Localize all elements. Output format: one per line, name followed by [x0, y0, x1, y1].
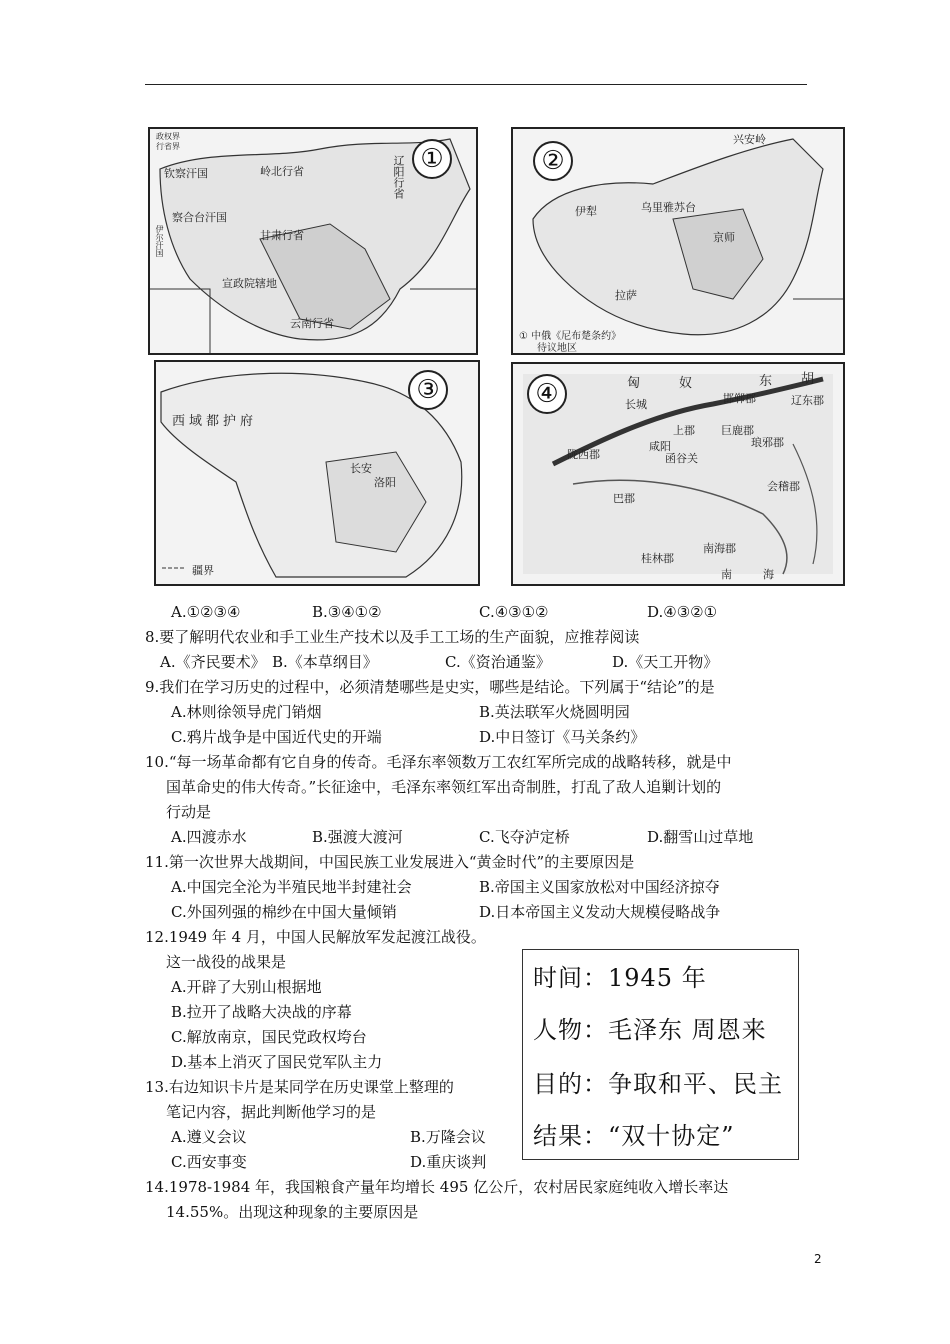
- card-people: 人物：毛泽东 周恩来: [533, 1016, 767, 1044]
- q13-stem-1: 13.右边知识卡片是某同学在历史课堂上整理的: [145, 1078, 454, 1096]
- q11-stem: 11.第一次世界大战期间，中国民族工业发展进入“黄金时代”的主要原因是: [145, 853, 635, 871]
- q8-option-c: C.《资治通鉴》: [445, 653, 551, 671]
- q9-stem: 9.我们在学习历史的过程中，必须清楚哪些是史实，哪些是结论。下列属于“结论”的是: [145, 678, 715, 696]
- q11-option-b: B.帝国主义国家放松对中国经济掠夺: [479, 878, 720, 896]
- q9-option-a: A.林则徐领导虎门销烟: [171, 703, 322, 721]
- q12-option-b: B.拉开了战略大决战的序幕: [171, 1003, 352, 1021]
- map-2-label: 兴安岭: [733, 133, 766, 146]
- q7-option-a: A.①②③④: [171, 603, 241, 621]
- map-4-label: 胡: [801, 372, 815, 387]
- q9-option-b: B.英法联军火烧圆明园: [479, 703, 630, 721]
- map-1-label: 岭北行省: [260, 165, 304, 178]
- map-4: [511, 362, 845, 586]
- map-1: [148, 127, 478, 355]
- map-4-label: 咸阳: [649, 440, 671, 453]
- q8-option-d: D.《天工开物》: [612, 653, 719, 671]
- card-purpose: 目的：争取和平、民主: [533, 1070, 783, 1098]
- q10-stem-3: 行动是: [166, 803, 212, 821]
- map-2-label: 待议地区: [537, 343, 577, 354]
- map-1-label: 辽阳行省: [392, 155, 405, 199]
- map-4-label: 南海郡: [703, 542, 736, 555]
- map-1-label: 钦察汗国: [164, 167, 208, 180]
- map-1-number: ①: [412, 139, 452, 179]
- map-1-label: 甘肃行省: [260, 229, 304, 242]
- map-2: [511, 127, 845, 355]
- q11-option-d: D.日本帝国主义发动大规模侵略战争: [479, 903, 721, 921]
- card-result: 结果：“双十协定”: [533, 1122, 735, 1150]
- header-rule: [145, 84, 807, 85]
- map-4-label: 南: [721, 568, 732, 581]
- map-4-label: 长城: [625, 398, 647, 411]
- q8-stem: 8.要了解明代农业和手工业生产技术以及手工工场的生产面貌，应推荐阅读: [145, 628, 640, 646]
- q12-stem-2: 这一战役的战果是: [166, 953, 287, 971]
- map-4-label: 巴郡: [613, 492, 635, 505]
- map-4-label: 邯郸郡: [723, 392, 756, 405]
- map-1-label: 察合台汗国: [172, 211, 227, 224]
- map-4-label: 陇西郡: [567, 448, 600, 461]
- q10-option-a: A.四渡赤水: [171, 828, 247, 846]
- q7-option-d: D.④③②①: [647, 603, 718, 621]
- q9-option-c: C.鸦片战争是中国近代史的开端: [171, 728, 382, 746]
- map-4-label: 匈: [627, 376, 641, 391]
- map-3-label: 长安: [350, 462, 372, 475]
- q10-option-d: D.翻雪山过草地: [647, 828, 754, 846]
- map-1-label: 伊尔汗国: [155, 225, 164, 257]
- map-2-number: ②: [533, 141, 573, 181]
- map-3-label: 西域都护府: [172, 414, 258, 429]
- map-1-label: 政权界: [156, 132, 180, 141]
- map-4-label: 海: [763, 568, 774, 581]
- map-2-label: 拉萨: [615, 289, 637, 302]
- map-1-label: 云南行省: [290, 317, 334, 330]
- map-2-label: 伊犁: [575, 205, 597, 218]
- q14-stem-2: 14.55%。出现这种现象的主要原因是: [166, 1203, 419, 1221]
- knowledge-card: [522, 949, 799, 1160]
- q12-stem-1: 12.1949 年 4 月，中国人民解放军发起渡江战役。: [145, 928, 486, 946]
- q8-option-b: B.《本草纲目》: [272, 653, 378, 671]
- card-time: 时间：1945 年: [533, 964, 707, 992]
- map-4-label: 奴: [679, 376, 693, 391]
- map-4-number: ④: [527, 374, 567, 414]
- map-4-label: 函谷关: [665, 452, 698, 465]
- map-4-label: 琅邪郡: [751, 436, 784, 449]
- map-3: [154, 360, 480, 586]
- q13-stem-2: 笔记内容，据此判断他学习的是: [166, 1103, 377, 1121]
- q7-option-b: B.③④①②: [312, 603, 382, 621]
- map-3-label: 疆界: [192, 564, 214, 577]
- map-1-label: 行省界: [156, 142, 180, 151]
- q10-stem-1: 10.“每一场革命都有它自身的传奇。毛泽东率领数万工农红军所完成的战略转移，就是中: [145, 753, 732, 771]
- q11-option-a: A.中国完全沦为半殖民地半封建社会: [171, 878, 412, 896]
- q9-option-d: D.中日签订《马关条约》: [479, 728, 646, 746]
- map-4-label: 辽东郡: [791, 394, 824, 407]
- map-2-label: 乌里雅苏台: [641, 201, 696, 214]
- map-1-label: 宣政院辖地: [222, 277, 277, 290]
- map-3-number: ③: [408, 370, 448, 410]
- q13-option-c: C.西安事变: [171, 1153, 247, 1171]
- q10-option-c: C.飞夺泸定桥: [479, 828, 570, 846]
- q13-option-d: D.重庆谈判: [410, 1153, 487, 1171]
- map-4-label: 上郡: [673, 424, 695, 437]
- map-3-label: 洛阳: [374, 476, 396, 489]
- map-4-label: 巨鹿郡: [721, 424, 754, 437]
- page-number: 2: [814, 1252, 822, 1266]
- map-4-label: 东: [759, 374, 773, 389]
- q7-option-c: C.④③①②: [479, 603, 549, 621]
- q10-option-b: B.强渡大渡河: [312, 828, 403, 846]
- map-2-label: 京师: [713, 231, 735, 244]
- q12-option-d: D.基本上消灭了国民党军队主力: [171, 1053, 383, 1071]
- map-2-label: ① 中俄《尼布楚条约》: [519, 331, 622, 342]
- q10-stem-2: 国革命史的伟大传奇。”长征途中，毛泽东率领红军出奇制胜，打乱了敌人追剿计划的: [166, 778, 722, 796]
- q12-option-c: C.解放南京，国民党政权垮台: [171, 1028, 367, 1046]
- q14-stem-1: 14.1978-1984 年，我国粮食产量年均增长 495 亿公斤，农村居民家庭纯收入增长率达: [145, 1178, 729, 1196]
- q13-option-a: A.遵义会议: [171, 1128, 247, 1146]
- q13-option-b: B.万隆会议: [410, 1128, 486, 1146]
- map-4-label: 桂林郡: [641, 552, 674, 565]
- q12-option-a: A.开辟了大别山根据地: [171, 978, 322, 996]
- map-4-label: 会稽郡: [767, 480, 800, 493]
- q8-option-a: A.《齐民要术》: [160, 653, 266, 671]
- q11-option-c: C.外国列强的棉纱在中国大量倾销: [171, 903, 397, 921]
